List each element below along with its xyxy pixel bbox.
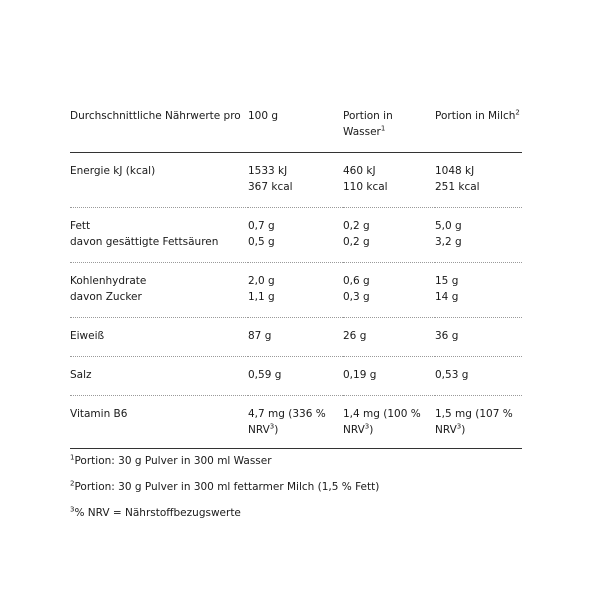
- header-portion-milk: Portion in Milch$^2$: [435, 104, 522, 153]
- footnotes: [70, 453, 522, 531]
- value-milk: 0,53 g: [435, 357, 522, 396]
- table-header-row: [70, 104, 522, 153]
- footnote-2: $^2$Portion: 30 g Pulver in 300 ml fettarmer Milch (1,5 % Fett): [70, 479, 380, 493]
- row-label: Salz: [70, 357, 248, 396]
- table-row-protein: [70, 318, 522, 357]
- value-100g: 2,0 g 1,1 g: [248, 263, 343, 318]
- nutrition-facts: [70, 104, 522, 531]
- value-100g: 0,7 g 0,5 g: [248, 208, 343, 263]
- footnote-3: $^3$% NRV = Nährstoffbezugswerte: [70, 505, 241, 519]
- value-100g: 4,7 mg (336 % NRV$^3$): [248, 396, 343, 449]
- value-water: 0,2 g 0,2 g: [343, 208, 435, 263]
- table-row-carbs: [70, 263, 522, 318]
- header-label: Durchschnittliche Nährwerte pro: [70, 104, 248, 153]
- row-label: Energie kJ (kcal): [70, 153, 248, 208]
- value-water: 26 g: [343, 318, 435, 357]
- row-label: Kohlenhydrate davon Zucker: [70, 263, 248, 318]
- value-milk: 15 g 14 g: [435, 263, 522, 318]
- value-milk: 36 g: [435, 318, 522, 357]
- row-label: Fett davon gesättigte Fettsäuren: [70, 208, 248, 263]
- value-water: 0,19 g: [343, 357, 435, 396]
- value-water: 1,4 mg (100 % NRV$^3$): [343, 396, 435, 449]
- table-row-vitamin-b6: [70, 396, 522, 449]
- table-row-fat: [70, 208, 522, 263]
- value-100g: 0,59 g: [248, 357, 343, 396]
- header-portion-water: Portion in Wasser$^1$: [343, 104, 435, 153]
- nutrition-table: [70, 104, 522, 449]
- row-label: Eiweiß: [70, 318, 248, 357]
- value-100g: 87 g: [248, 318, 343, 357]
- row-label: Vitamin B6: [70, 396, 248, 449]
- value-water: 460 kJ 110 kcal: [343, 153, 435, 208]
- value-water: 0,6 g 0,3 g: [343, 263, 435, 318]
- value-milk: 1048 kJ 251 kcal: [435, 153, 522, 208]
- value-milk: 1,5 mg (107 % NRV$^3$): [435, 396, 522, 449]
- footnote-1: $^1$Portion: 30 g Pulver in 300 ml Wasser: [70, 453, 272, 467]
- value-milk: 5,0 g 3,2 g: [435, 208, 522, 263]
- header-100g: 100 g: [248, 104, 343, 153]
- table-row-energy: [70, 153, 522, 208]
- table-row-salt: [70, 357, 522, 396]
- value-100g: 1533 kJ 367 kcal: [248, 153, 343, 208]
